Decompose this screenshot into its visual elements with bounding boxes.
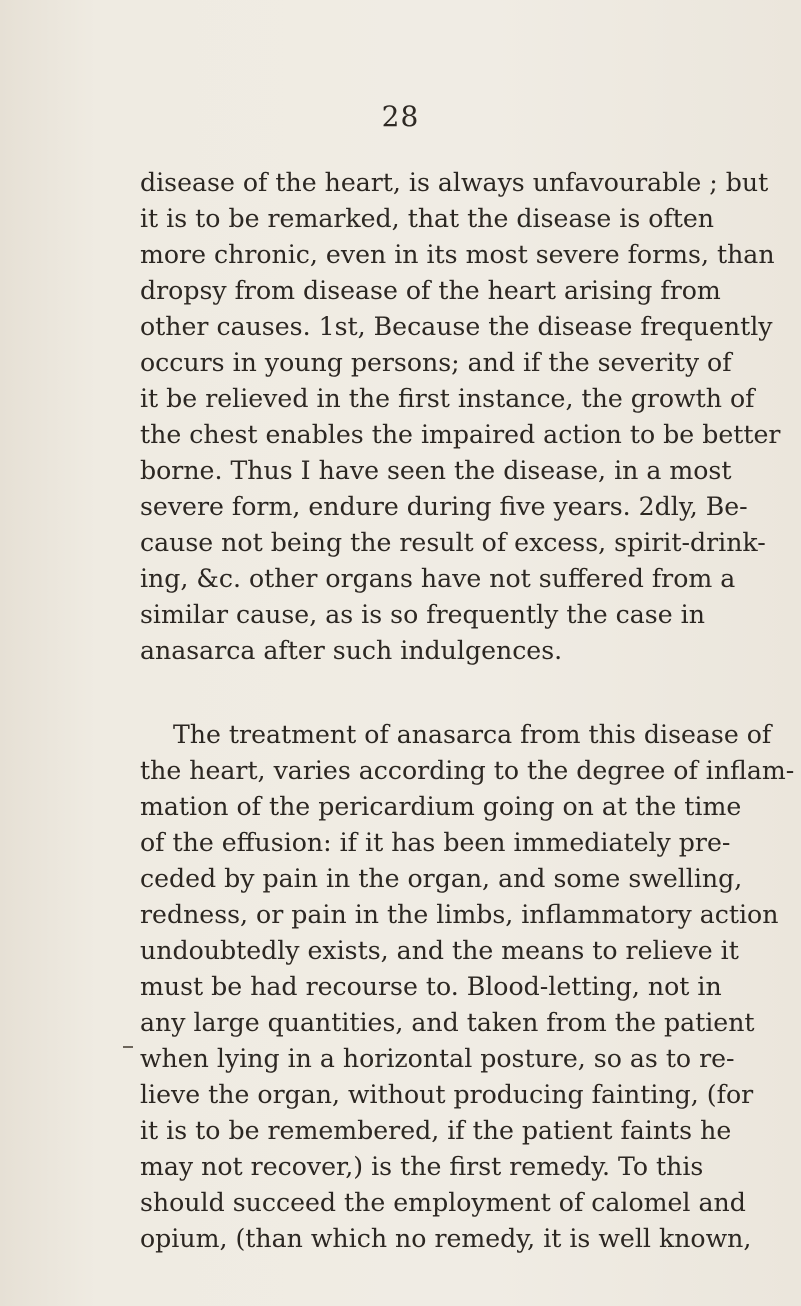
paragraph-2-line-8: must be had recourse to. Blood-letting, not in — [140, 972, 722, 1001]
paragraph-2-line-9: any large quantities, and taken from the patient — [140, 1008, 755, 1037]
paragraph-1-line-10: severe form, endure during five years. 2dly, Be- — [140, 492, 748, 521]
paragraph-1-line-6: occurs in young persons; and if the severity of — [140, 348, 732, 377]
paragraph-2-line-14: should succeed the employment of calomel and — [140, 1188, 746, 1217]
margin-mark — [123, 1046, 133, 1048]
paragraph-2-line-11: lieve the organ, without producing fainting, (for — [140, 1080, 754, 1109]
paragraph-1-line-2: it is to be remarked, that the disease is often — [140, 204, 715, 233]
paragraph-2-line-6: redness, or pain in the limbs, inflammatory action — [140, 900, 779, 929]
paragraph-1-line-7: it be relieved in the first instance, the growth of — [140, 384, 755, 413]
paragraph-1-line-12: ing, &c. other organs have not suffered from a — [140, 564, 736, 593]
paragraph-2-line-1: The treatment of anasarca from this disease of — [173, 720, 772, 749]
paragraph-1-line-11: cause not being the result of excess, spirit-drink- — [140, 528, 766, 557]
paragraph-1-line-1: disease of the heart, is always unfavourable ; but — [140, 168, 769, 197]
page-number: 28 — [381, 100, 420, 133]
paragraph-2-line-4: of the effusion: if it has been immediately pre- — [140, 828, 731, 857]
paragraph-2-line-12: it is to be remembered, if the patient faints he — [140, 1116, 732, 1145]
paragraph-2-line-13: may not recover,) is the first remedy. To this — [140, 1152, 704, 1181]
paragraph-2-line-7: undoubtedly exists, and the means to relieve it — [140, 936, 739, 965]
paragraph-1-line-3: more chronic, even in its most severe forms, than — [140, 240, 775, 269]
paragraph-1-line-5: other causes. 1st, Because the disease frequently — [140, 312, 773, 341]
paragraph-1-line-9: borne. Thus I have seen the disease, in a most — [140, 456, 732, 485]
paragraph-2-line-10: when lying in a horizontal posture, so as to re- — [140, 1044, 735, 1073]
paragraph-2-line-2: the heart, varies according to the degree of inflam- — [140, 756, 795, 785]
paragraph-1-line-4: dropsy from disease of the heart arising from — [140, 276, 721, 305]
paragraph-1-line-13: similar cause, as is so frequently the case in — [140, 600, 705, 629]
paragraph-2-line-5: ceded by pain in the organ, and some swelling, — [140, 864, 743, 893]
paragraph-2-line-3: mation of the pericardium going on at the time — [140, 792, 742, 821]
paragraph-1-line-8: the chest enables the impaired action to be better — [140, 420, 781, 449]
paragraph-2-line-15: opium, (than which no remedy, it is well known, — [140, 1224, 752, 1253]
paragraph-1-line-14: anasarca after such indulgences. — [140, 636, 563, 665]
